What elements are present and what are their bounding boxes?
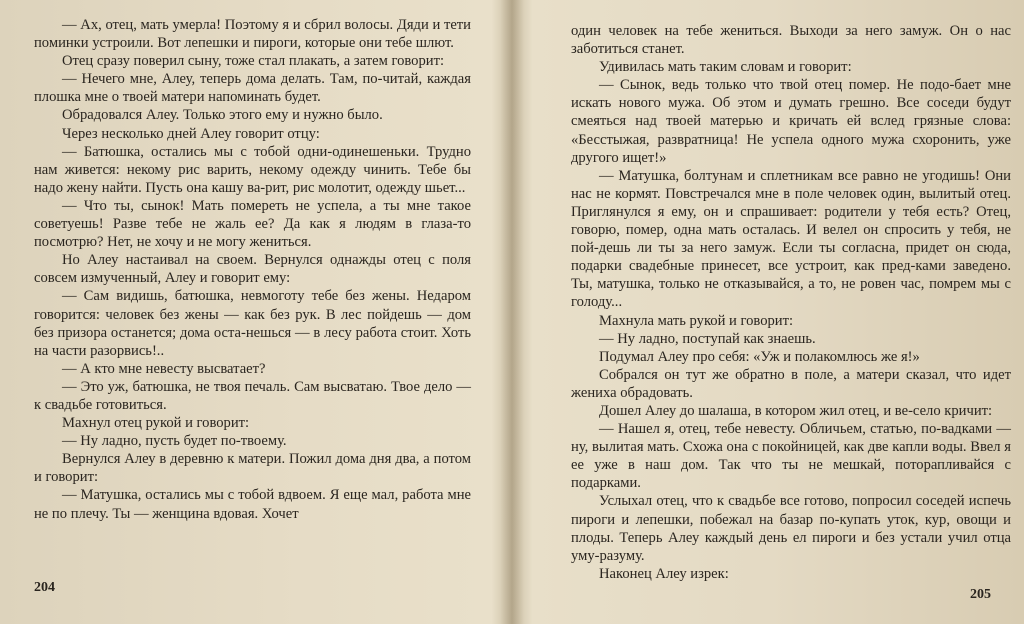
paragraph: — Матушка, болтунам и сплетникам все равно не угодишь! Они нас не кормят. Повстречался мне в поле человек один, вылитый отец. Приглянулся я ему, он и спрашивает: родители у тебя есть? Отец, говорю, помер, одна мать осталась. И велел он спросить у тебя, не пой-дешь ли ты за него замуж. Если ты согласна, придет он сюда, подарки свадебные принесет, все устроит, как пред-ками заведено. Ты, матушка, только не отказывайся, а то, не ровен час, помрем мы с голоду... [571,167,1011,311]
paragraph: Подумал Алеу про себя: «Уж и полакомлюсь же я!» [599,348,920,365]
paragraph: Махнул отец рукой и говорит: [62,415,250,432]
paragraph: — Ах, отец, мать умерла! Поэтому я и сбрил волосы. Дяди и тети поминки устроили. Вот лепешки и пироги, которые они тебе шлют. [34,17,471,52]
paragraph: Удивилась мать таким словам и говорит: [599,59,852,76]
paragraph: Дошел Алеу до шалаша, в котором жил отец, и ве-село кричит: [599,402,993,419]
paragraph: Махнула мать рукой и говорит: [599,312,794,329]
paragraph: — Нашел я, отец, тебе невесту. Обличьем, статью, по-вадками — ну, вылитая мать. Схожа она с покойницей, как две капли воды. Ввел я ее уже в наш дом. Так что ты не мешкай, поторапливайся с подарками. [571,421,1011,492]
paragraph: — Что ты, сынок! Мать помереть не успела, а ты мне такое советуешь! Разве тебе не жаль ее? Да как я людям в глаза-то посмотрю? Нет, не хочу и не могу жениться. [34,197,471,251]
paragraph: — Сам видишь, батюшка, невмоготу тебе без жены. Недаром говорится: человек без жены — как без рук. В лес пойдешь — дом без призора останется; дома оста-нешься — в лесу работа стоит. Хоть на части разорвись!.. [34,288,471,359]
page-number-left: 204 [34,580,55,595]
left-page-text [34,16,471,523]
paragraph: — А кто мне невесту высватает? [62,360,266,377]
paragraph: Вернулся Алеу в деревню к матери. Пожил дома дня два, а потом и говорит: [34,451,471,486]
paragraph: — Ну ладно, пусть будет по-твоему. [62,433,287,450]
paragraph: — Нечего мне, Алеу, теперь дома делать. Там, по-читай, каждая плошка мне о твоей матери напоминать будет. [34,71,471,106]
right-page-text [571,22,1011,583]
paragraph: — Сынок, ведь только что твой отец помер. Не подо-бает мне искать нового мужа. Об этом и думать грешно. Все соседи будут смеяться над твоей матерью и кричать ей вслед грязные слова: «Бесстыжая, развратница! Не успела одного мужа схоронить, уже другого ищет!» [571,77,1011,166]
paragraph: — Ну ладно, поступай как знаешь. [599,330,816,347]
paragraph: — Это уж, батюшка, не твоя печаль. Сам высватаю. Твое дело — к свадьбе готовиться. [34,378,471,413]
paragraph-continued: один человек на тебе жениться. Выходи за него замуж. Он о нас заботиться станет. [571,23,1011,58]
paragraph: Собрался он тут же обратно в поле, а матери сказал, что идет жениха обрадовать. [571,366,1011,401]
paragraph: Наконец Алеу изрек: [599,565,729,582]
paragraph: Через несколько дней Алеу говорит отцу: [62,125,320,142]
paragraph: Но Алеу настаивал на своем. Вернулся однажды отец с поля совсем измученный, Алеу и говорит ему: [34,252,471,287]
right-page [512,0,1024,624]
paragraph: Отец сразу поверил сыну, тоже стал плакать, а затем говорит: [62,53,445,70]
paragraph: Обрадовался Алеу. Только этого ему и нужно было. [62,107,383,124]
paragraph: — Матушка, остались мы с тобой вдвоем. Я еще мал, работа мне не по плечу. Ты — женщина вдовая. Хочет [34,487,471,522]
paragraph: — Батюшка, остались мы с тобой одни-одинешеньки. Трудно нам живется: некому рис варить, некому одежду чинить. Тебе бы надо жену найти. Пусть она кашу ва-рит, рис молотит, одежду шьет... [34,143,471,196]
paragraph: Услыхал отец, что к свадьбе все готово, попросил соседей испечь пироги и лепешки, побежал на базар по-купать уток, кур, овощи и плоды. Теперь Алеу каждый день ел пироги и без устали учил отца уму-разуму. [571,493,1011,564]
page-number-right: 205 [970,587,991,602]
